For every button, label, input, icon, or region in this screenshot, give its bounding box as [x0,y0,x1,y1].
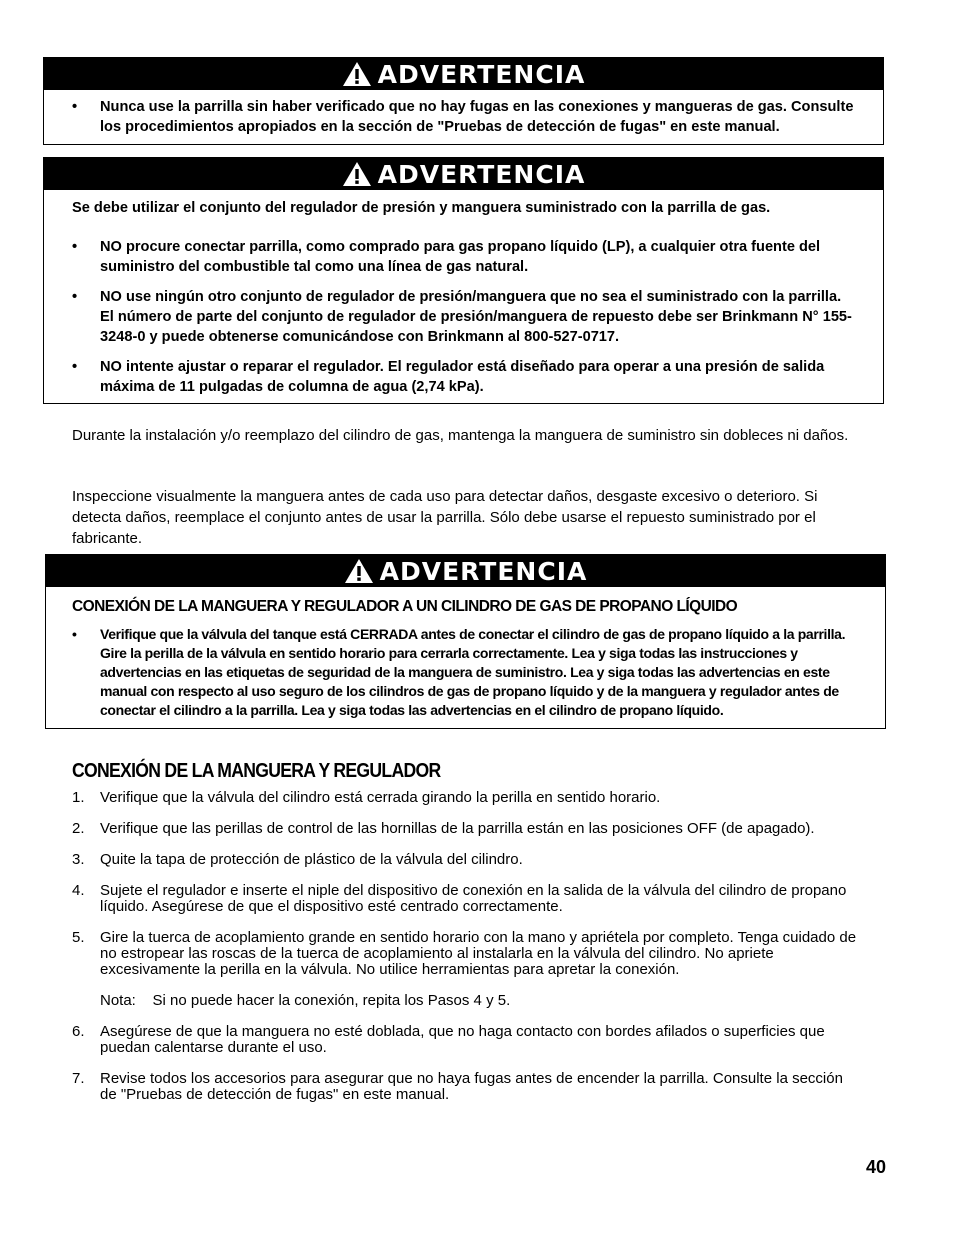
warning-header [44,58,883,90]
warning-bullet: • NO procure conectar parrilla, como comprado para gas propano líquido (LP), a cualquier otra fuente del suministro del combustible tal como una línea de gas natural. [72,239,821,275]
warning-subtitle: CONEXIÓN DE LA MANGUERA Y REGULADOR A UN CILINDRO DE GAS DE PROPANO LÍQUIDO [72,598,738,615]
warning-box-leak-check [43,57,884,145]
paragraph-inspection: Inspeccione visualmente la manguera antes de cada uso para detectar daños, desgaste excesivo o deterioro. Si detecta daños, reemplace el conjunto antes de usar la parrilla. Sólo debe usarse el repuesto suministrado por el fabricante. [72,488,818,547]
warning-bullet: • Nunca use la parrilla sin haber verificado que no hay fugas en las conexiones y mangueras de gas. Consulte los procedimientos apropiados en la sección de "Pruebas de detección de fugas" en este manual. [72,99,854,135]
step-note: Nota: Si no puede hacer la conexión, repita los Pasos 4 y 5. [100,992,511,1009]
warning-box-connection [45,554,886,729]
warning-header [46,555,885,587]
list-item: 7. Revise todos los accesorios para asegurar que no haya fugas antes de encender la parrilla. Consulte la sección de "Pruebas de detección de fugas" en este manual. [72,1070,843,1103]
warning-triangle-icon [342,161,372,187]
paragraph-installation: Durante la instalación y/o reemplazo del cilindro de gas, mantenga la manguera de suministro sin dobleces ni daños. [72,427,849,444]
warning-intro: Se debe utilizar el conjunto del regulador de presión y manguera suministrado con la parrilla de gas. [72,200,771,216]
warning-box-regulator [43,157,884,404]
warning-header [44,158,883,190]
list-item: 4. Sujete el regulador e inserte el niple del dispositivo de conexión en la salida de la válvula del cilindro de propano líquido. Asegúrese de que el dispositivo esté centrado correctamente. [72,882,847,915]
warning-triangle-icon [342,61,372,87]
warning-bullet: • NO use ningún otro conjunto de regulador de presión/manguera que no sea el suministrado con la parrilla. El número de parte del conjunto de regulador de presión/manguera de repuesto debe ser Brinkmann N° 155-3248-0 y puede obtenerse comunicándose con Brinkmann al 800-527-0717. [72,289,852,345]
warning-bullet: • Verifique que la válvula del tanque está CERRADA antes de conectar el cilindro de gas de propano líquido a la parrilla. Gire la perilla de la válvula en sentido horario para cerrarla correctamente. Lea y siga todas las instrucciones y advertencias en las etiquetas de seguridad de la manguera de suministro. Lea y siga todas las advertencias en este manual con respecto al uso seguro de los cilindros de gas de propano líquido y de la manguera y regulador antes de conectar el cilindro a la parrilla. Lea y siga todas las advertencias en el cilindro de propano líquido. [72,626,846,718]
warning-title: ADVERTENCIA [377,159,586,189]
list-item: 6. Asegúrese de que la manguera no esté doblada, que no haga contacto con bordes afilados o superficies que puedan calentarse durante el uso. [72,1023,825,1056]
warning-title: ADVERTENCIA [379,556,588,586]
section-heading: CONEXIÓN DE LA MANGUERA Y REGULADOR [72,760,441,782]
warning-triangle-icon [344,558,374,584]
page-number: 40 [865,1157,886,1177]
warning-bullet: • NO intente ajustar o reparar el regulador. El regulador está diseñado para operar a una presión de salida máxima de 11 pulgadas de columna de agua (2,74 kPa). [72,359,825,395]
list-item: 5. Gire la tuerca de acoplamiento grande en sentido horario con la mano y apriétela por completo. Tenga cuidado de no estropear las roscas de la tuerca de acoplamiento al instalarla en la válvula del cilindro. No apriete excesivamente la perilla en la válvula. No utilice herramientas para apretar la conexión. [72,929,857,978]
list-item: 1. Verifique que la válvula del cilindro está cerrada girando la perilla en sentido horario. [72,789,661,806]
list-item: 2. Verifique que las perillas de control de las hornillas de la parrilla están en las posiciones OFF (de apagado). [72,820,815,837]
step-list [72,790,862,1118]
warning-title: ADVERTENCIA [377,59,586,89]
list-item: 3. Quite la tapa de protección de plástico de la válvula del cilindro. [72,851,523,868]
